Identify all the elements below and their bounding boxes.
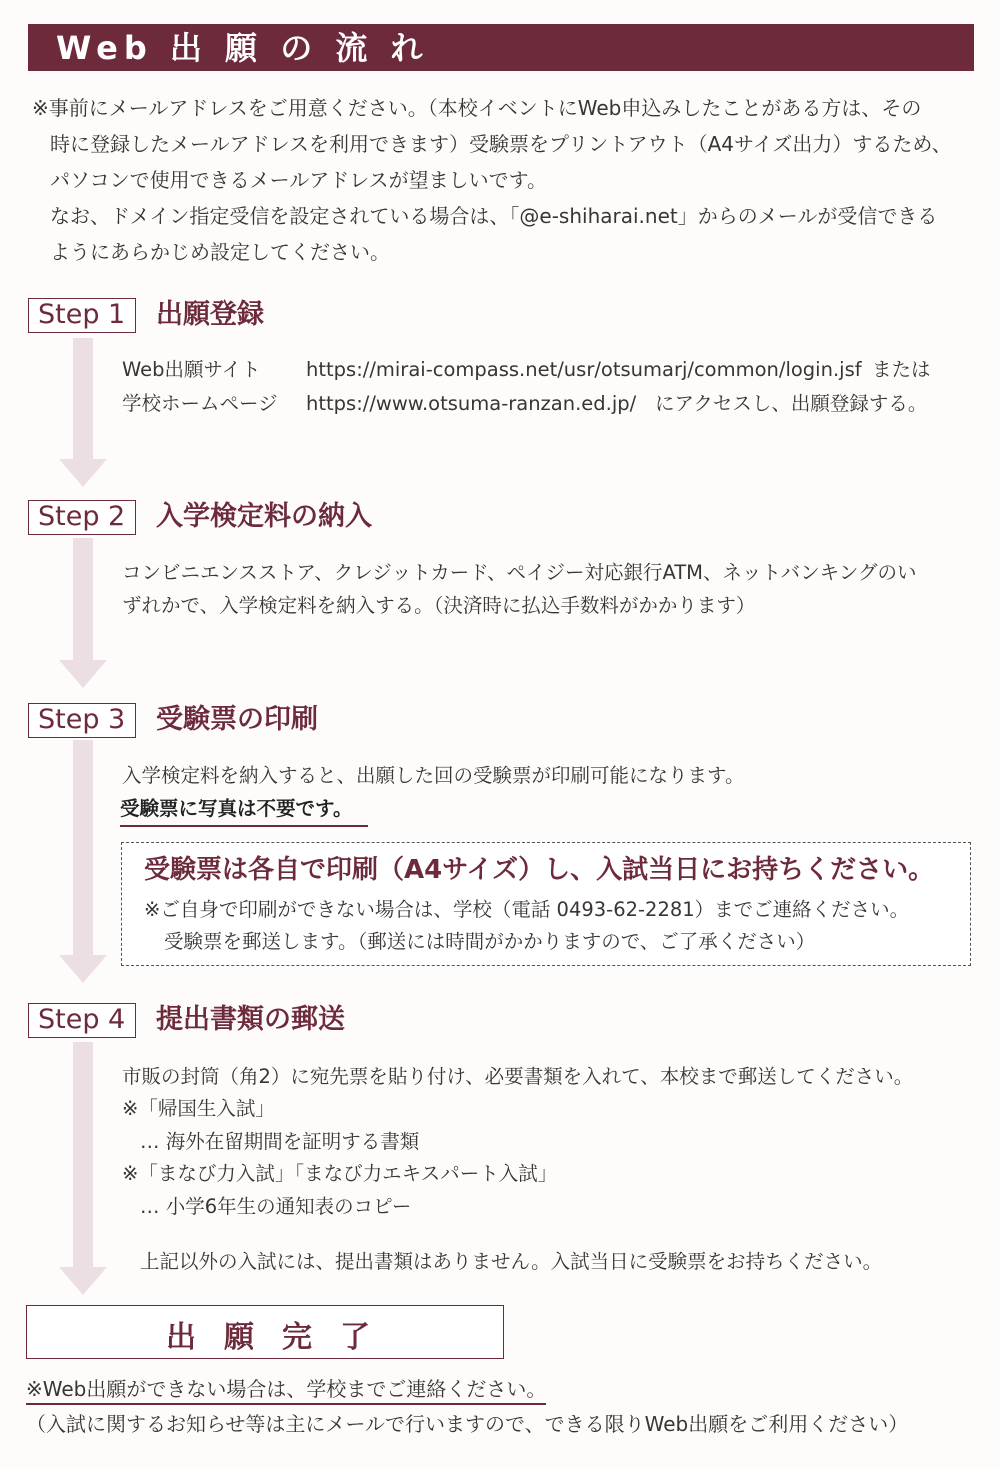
step-4-badge: Step 4 <box>28 1003 136 1038</box>
arrow-down-icon <box>59 1267 107 1295</box>
step-3-badge: Step 3 <box>28 703 136 738</box>
step-3-title: 受験票の印刷 <box>156 704 318 735</box>
footer-line-1 <box>26 1377 546 1401</box>
step-1-row2-suffix: にアクセスし、出願登録する。 <box>655 392 928 415</box>
step-1-row1-label: Web出願サイト <box>122 358 261 381</box>
page-title: Web 出 願 の 流 れ <box>56 29 429 67</box>
step-2-badge: Step 2 <box>28 500 136 535</box>
arrow-shaft-2 <box>73 538 93 663</box>
step-2-line-1: コンビニエンスストア、クレジットカード、ペイジー対応銀行ATM、ネットバンキングのい <box>122 561 917 584</box>
step-1-row1-url[interactable]: https://mirai-compass.net/usr/otsumarj/common/login.jsf <box>306 358 862 381</box>
step-4-item-1-sub: … 海外在留期間を証明する書類 <box>140 1130 420 1153</box>
step-4-line-1: 市販の封筒（角2）に宛先票を貼り付け、必要書類を入れて、本校まで郵送してください。 <box>122 1065 914 1088</box>
step-2-title: 入学検定料の納入 <box>156 501 372 532</box>
step-4-title: 提出書類の郵送 <box>156 1004 345 1035</box>
intro-line-1: ※事前にメールアドレスをご用意ください。（本校イベントにWeb申込みしたことがある方は、その <box>32 96 922 120</box>
step-3-note <box>120 797 368 827</box>
arrow-shaft-4 <box>73 1042 93 1270</box>
complete-label: 出願完了 <box>166 1320 398 1355</box>
print-notice-title: 受験票は各自で印刷（A4サイズ）し、入試当日にお持ちください。 <box>144 855 935 885</box>
step-2-line-2: ずれかで、入学検定料を納入する。（決済時に払込手数料がかかります） <box>122 594 756 617</box>
step-1-row1-suffix: または <box>872 358 931 381</box>
print-notice-line-1: ※ご自身で印刷ができない場合は、学校（電話 0493-62-2281）までご連絡ください。 <box>144 898 910 921</box>
step-4-item-2-sub: … 小学6年生の通知表のコピー <box>140 1195 412 1218</box>
arrow-down-icon <box>59 459 107 487</box>
print-notice-line-2: 受験票を郵送します。（郵送には時間がかかりますので、ご了承ください） <box>164 930 816 953</box>
step-3-line-1: 入学検定料を納入すると、出願した回の受験票が印刷可能になります。 <box>122 764 745 787</box>
arrow-down-icon <box>59 955 107 983</box>
step-4-item-2: ※「まなび力入試」「まなび力エキスパート入試」 <box>122 1162 558 1185</box>
intro-line-2: 時に登録したメールアドレスを利用できます）受験票をプリントアウト（A4サイズ出力）するため、 <box>50 132 952 156</box>
step-1-title: 出願登録 <box>156 299 264 330</box>
intro-line-5: ようにあらかじめ設定してください。 <box>50 240 390 264</box>
intro-line-4: なお、ドメイン指定受信を設定されている場合は、「@e-shiharai.net」からのメールが受信できる <box>50 204 938 228</box>
step-4-item-1: ※「帰国生入試」 <box>122 1097 275 1120</box>
footer-line-1-text: ※Web出願ができない場合は、学校までご連絡ください。 <box>26 1377 546 1405</box>
step-1-row2-url[interactable]: https://www.otsuma-ranzan.ed.jp/ <box>306 392 637 415</box>
step-4-line-last: 上記以外の入試には、提出書類はありません。入試当日に受験票をお持ちください。 <box>140 1250 883 1273</box>
step-3-note-text: 受験票に写真は不要です。 <box>120 797 368 827</box>
step-1-badge: Step 1 <box>28 298 136 333</box>
footer-line-2: （入試に関するお知らせ等は主にメールで行いますので、できる限りWeb出願をご利用ください） <box>26 1412 909 1436</box>
arrow-shaft-3 <box>73 740 93 958</box>
step-1-row2-label: 学校ホームページ <box>122 392 278 415</box>
arrow-shaft-1 <box>73 338 93 462</box>
arrow-down-icon <box>59 660 107 688</box>
intro-line-3: パソコンで使用できるメールアドレスが望ましいです。 <box>50 168 547 192</box>
